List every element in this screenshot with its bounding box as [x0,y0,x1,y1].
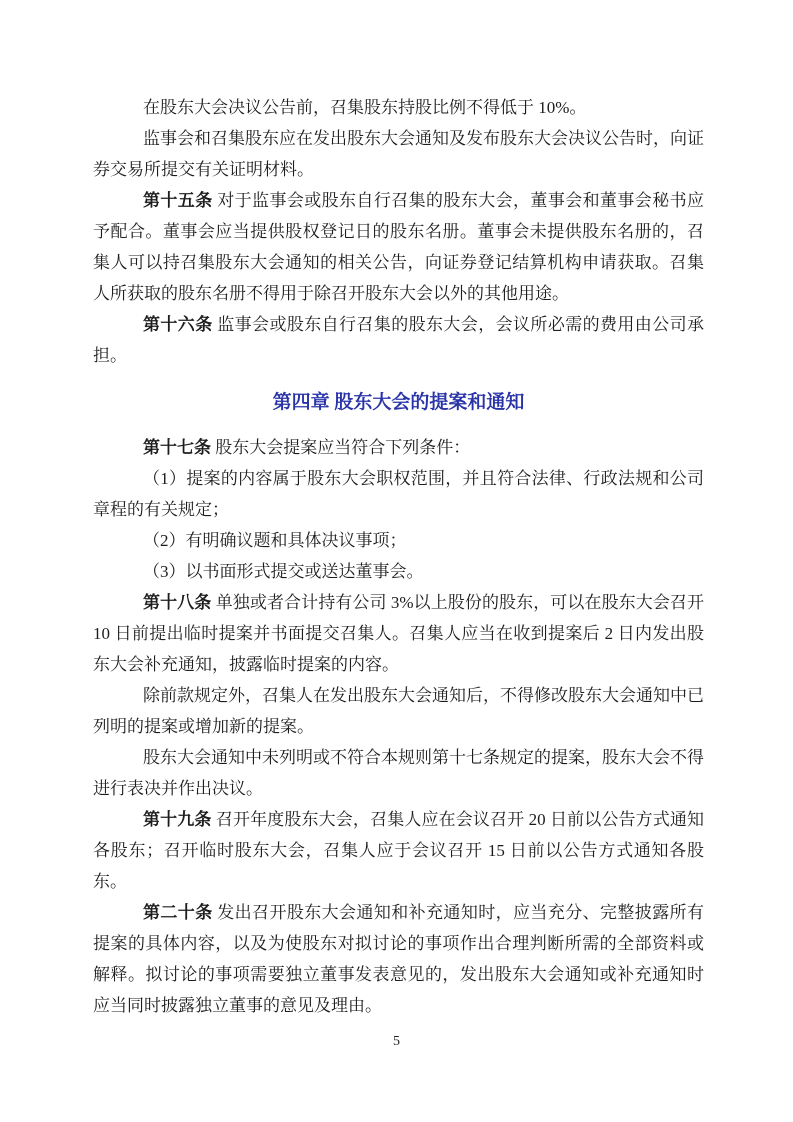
article-paragraph [93,804,704,897]
paragraph: 除前款规定外，召集人在发出股东大会通知后，不得修改股东大会通知中已列明的提案或增加新的提案。 [93,686,704,736]
article-text: 对于监事会或股东自行召集的股东大会，董事会和董事会秘书应予配合。董事会应当提供股权登记日的股东名册。董事会未提供股东名册的，召集人可以持召集股东大会通知的相关公告，向证券登记结算机构申请获取。召集人所获取的股东名册不得用于除召开股东大会以外的其他用途。 [93,191,705,303]
article-paragraph [93,432,704,463]
article-text: 召开年度股东大会，召集人应在会议召开 20 日前以公告方式通知各股东；召开临时股东大会，召集人应于会议召开 15 日前以公告方式通知各股东。 [93,810,705,891]
paragraph: （1）提案的内容属于股东大会职权范围，并且符合法律、行政法规和公司章程的有关规定； [93,469,704,519]
article-number: 第十九条 [143,810,212,829]
article-paragraph [93,309,704,371]
paragraph: 监事会和召集股东应在发出股东大会通知及发布股东大会决议公告时，向证券交易所提交有关证明材料。 [93,129,704,179]
article-number: 第二十条 [143,903,213,922]
article-text: 监事会或股东自行召集的股东大会，会议所必需的费用由公司承担。 [93,315,705,365]
article-number: 第十六条 [143,315,213,334]
paragraph: 股东大会通知中未列明或不符合本规则第十七条规定的提案，股东大会不得进行表决并作出决议。 [93,748,704,798]
document-body [93,92,704,1021]
article-paragraph [93,587,704,680]
article-number: 第十七条 [143,438,211,457]
article-paragraph [93,185,704,309]
paragraph: 在股东大会决议公告前，召集股东持股比例不得低于 10%。 [143,98,587,117]
paragraph: （2）有明确议题和具体决议事项； [143,531,407,550]
article-number: 第十五条 [143,191,213,210]
page-number: 5 [393,1034,400,1049]
article-text: 股东大会提案应当符合下列条件： [215,438,471,457]
paragraph: （3）以书面形式提交或送达董事会。 [143,562,424,581]
article-number: 第十八条 [143,593,212,612]
article-text: 发出召开股东大会通知和补充通知时，应当充分、完整披露所有提案的具体内容，以及为使股东对拟讨论的事项作出合理判断所需的全部资料或解释。拟讨论的事项需要独立董事发表意见的，发出股东大会通知或补充通知时应当同时披露独立董事的意见及理由。 [93,903,705,1015]
article-paragraph [93,897,704,1021]
chapter-heading: 第四章 股东大会的提案和通知 [272,392,525,413]
article-text: 单独或者合计持有公司 3%以上股份的股东，可以在股东大会召开 10 日前提出临时提案并书面提交召集人。召集人应当在收到提案后 2 日内发出股东大会补充通知，披露临时提案的内容。 [93,593,704,674]
